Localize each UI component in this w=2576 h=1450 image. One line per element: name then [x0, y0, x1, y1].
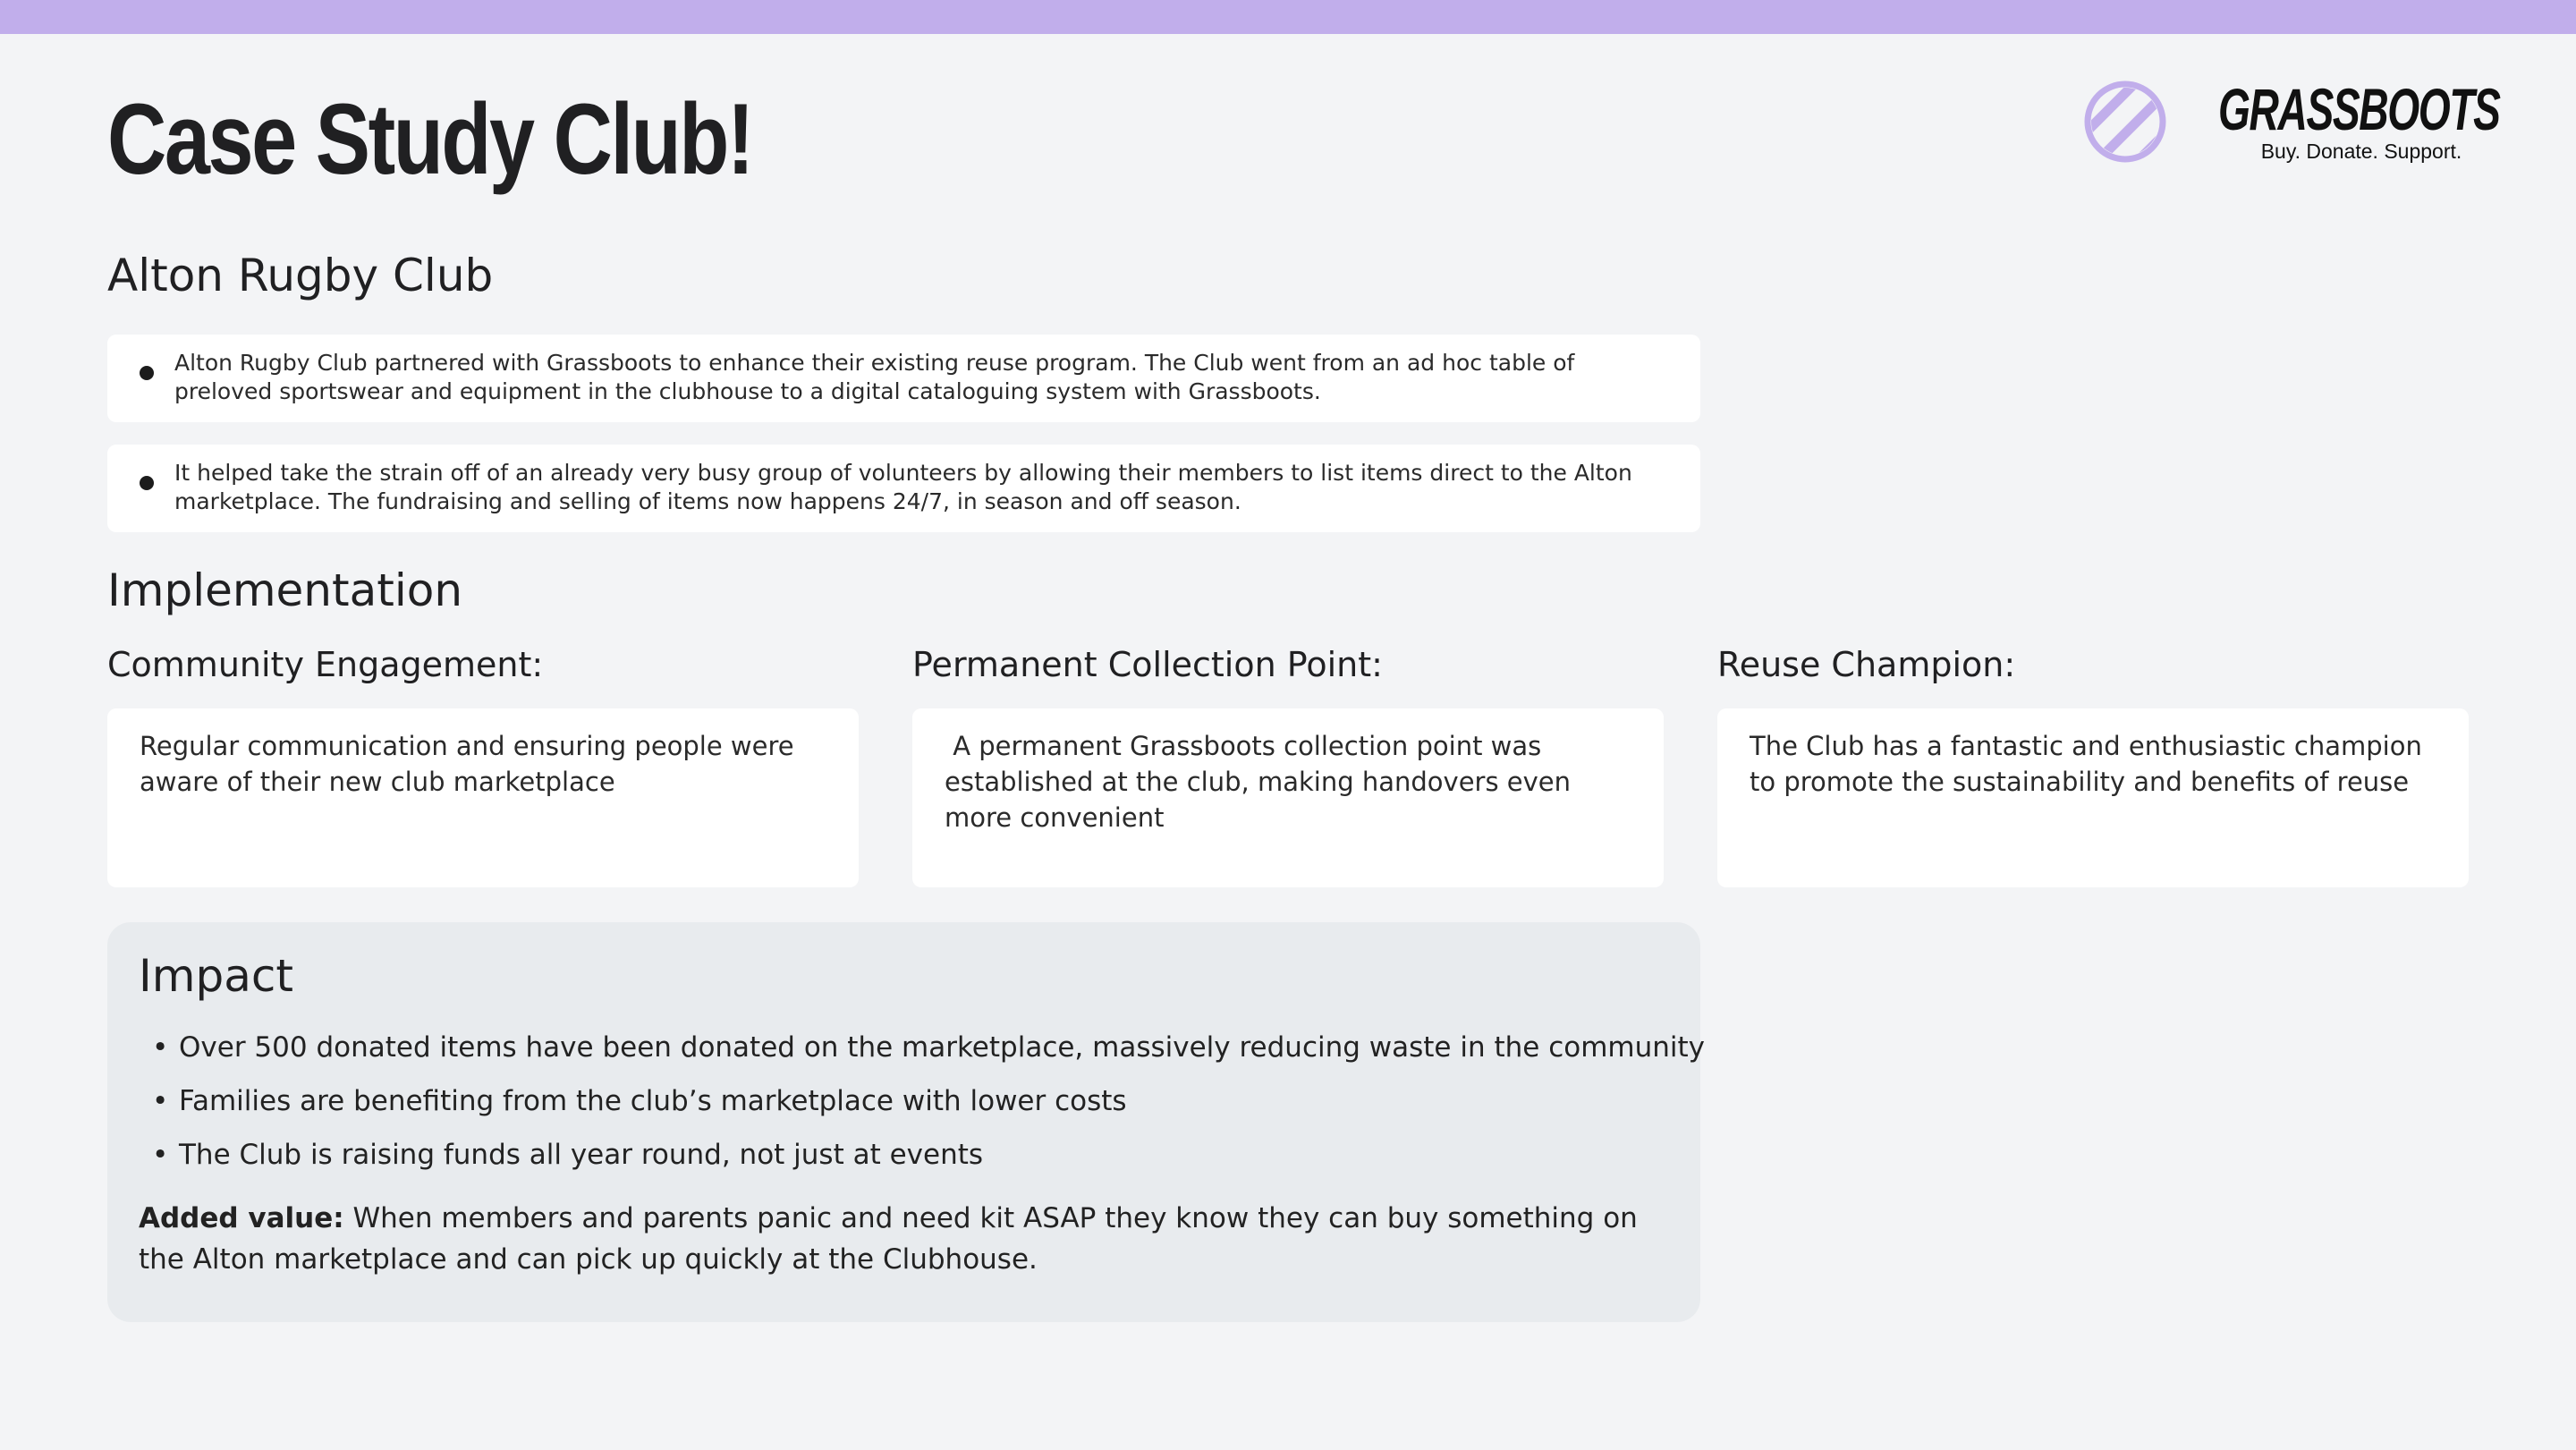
- list-item: [139, 1137, 1677, 1191]
- list-item: [139, 1083, 1677, 1137]
- impact-item-text: The Club is raising funds all year round, not just at events: [179, 1139, 984, 1171]
- impact-list: [139, 1030, 1706, 1191]
- implementation-column-heading: Permanent Collection Point:: [912, 645, 1383, 684]
- logo-tagline: Buy. Donate. Support.: [2260, 140, 2462, 163]
- impact-item-text: Families are benefiting from the club’s marketplace with lower costs: [179, 1085, 1127, 1117]
- bullet-dot: •: [152, 1031, 169, 1064]
- impact-panel: [107, 922, 1706, 1322]
- striped-circle-icon: [2084, 81, 2166, 163]
- club-summary-box: [107, 335, 1700, 422]
- implementation-card: Regular communication and ensuring people were aware of their new club marketplace: [107, 708, 859, 887]
- implementation-heading: Implementation: [107, 564, 463, 616]
- page-title: Case Study Club!: [107, 83, 752, 195]
- bullet-dot: [140, 366, 154, 380]
- grassboots-logo: [2084, 76, 2500, 166]
- top-accent-bar: [0, 0, 2576, 34]
- implementation-column-heading: Reuse Champion:: [1717, 645, 2016, 684]
- impact-heading: Impact: [139, 950, 293, 1002]
- bullet-dot: [140, 476, 154, 490]
- added-value-label: Added value:: [139, 1202, 344, 1234]
- bullet-dot: •: [152, 1139, 169, 1171]
- club-summary-text: It helped take the strain off of an already very busy group of volunteers by allowing their members to list items direct to the Alton marketplace. The fundraising and selling of items now happens 24/7, in season and off season.: [174, 460, 1632, 514]
- implementation-card: The Club has a fantastic and enthusiastic champion to promote the sustainability and benefits of reuse: [1717, 708, 2469, 887]
- list-item: [139, 1030, 1706, 1083]
- impact-item-text: Over 500 donated items have been donated on the marketplace, massively reducing waste in the community: [179, 1031, 1706, 1064]
- club-summary-box: [107, 445, 1700, 532]
- logo-wordmark: GRASSBOOTS: [2218, 76, 2500, 142]
- club-name-heading: Alton Rugby Club: [107, 250, 494, 301]
- implementation-column-heading: Community Engagement:: [107, 645, 544, 684]
- added-value-paragraph: [139, 1198, 1659, 1280]
- club-summary-text: Alton Rugby Club partnered with Grassboots to enhance their existing reuse program. The Club went from an ad hoc table of preloved sportswear and equipment in the clubhouse to a digital cataloguing system with Grassboots.: [174, 350, 1575, 404]
- implementation-card: A permanent Grassboots collection point was established at the club, making handovers even more convenient: [912, 708, 1664, 887]
- bullet-dot: •: [152, 1085, 169, 1117]
- added-value-text: When members and parents panic and need kit ASAP they know they can buy something on the Alton marketplace and can pick up quickly at the Clubhouse.: [139, 1202, 1638, 1276]
